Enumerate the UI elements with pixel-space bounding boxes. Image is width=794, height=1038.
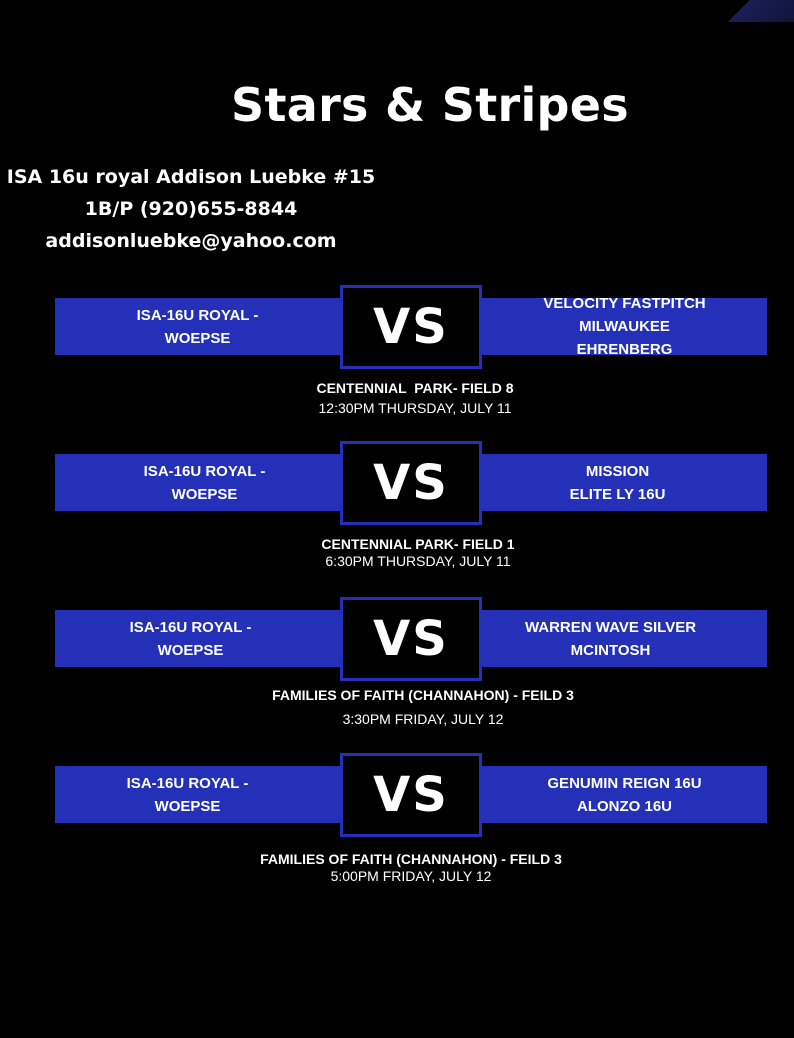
player-info — [0, 161, 382, 257]
game-time: 6:30PM THURSDAY, JULY 11 — [325, 553, 511, 569]
game-card — [0, 285, 794, 435]
home-team-line: WOEPSE — [164, 329, 231, 347]
game-time: 12:30PM THURSDAY, JULY 11 — [318, 400, 512, 416]
home-team — [48, 610, 333, 667]
home-team-line: WOEPSE — [154, 797, 221, 815]
away-team — [475, 454, 760, 511]
home-team — [45, 766, 330, 823]
home-team-line: ISA-16U ROYAL - — [143, 462, 266, 480]
home-team-line: WOEPSE — [171, 485, 238, 503]
player-position-phone: 1B/P (920)655-8844 — [84, 198, 298, 220]
away-team-line: GENUMIN REIGN 16U — [547, 774, 702, 792]
game-venue: FAMILIES OF FAITH (CHANNAHON) - FEILD 3 — [260, 851, 562, 867]
away-team-line: VELOCITY FASTPITCH — [543, 295, 706, 312]
game-venue: CENTENNIAL PARK- FIELD 1 — [321, 536, 515, 552]
away-team-line: MISSION — [585, 462, 650, 480]
game-time: 3:30PM FRIDAY, JULY 12 — [342, 711, 504, 727]
corner-accent-decoration — [684, 0, 794, 22]
home-team-line: ISA-16U ROYAL - — [126, 774, 249, 792]
away-team — [468, 610, 753, 667]
game-card — [0, 597, 794, 747]
vs-badge: VS — [340, 753, 482, 837]
home-team-line: WOEPSE — [157, 641, 224, 659]
vs-badge: VS — [340, 441, 482, 525]
home-team — [55, 298, 340, 355]
away-team-line: MILWAUKEE — [579, 318, 670, 335]
home-team-line: ISA-16U ROYAL - — [136, 306, 259, 324]
game-time: 5:00PM FRIDAY, JULY 12 — [330, 868, 492, 884]
page-title: Stars & Stripes — [231, 78, 629, 132]
vs-badge: VS — [340, 285, 482, 369]
game-card — [0, 441, 794, 591]
away-team — [482, 766, 767, 823]
away-team-line: ELITE LY 16U — [569, 485, 666, 503]
game-card — [0, 753, 794, 903]
vs-badge: VS — [340, 597, 482, 681]
game-venue: CENTENNIAL PARK- FIELD 8 — [316, 380, 514, 396]
game-venue: FAMILIES OF FAITH (CHANNAHON) - FEILD 3 — [272, 687, 574, 703]
home-team-line: ISA-16U ROYAL - — [129, 618, 252, 636]
away-team-line: WARREN WAVE SILVER — [524, 618, 697, 636]
player-email: addisonluebke@yahoo.com — [45, 230, 337, 252]
away-team-line: MCINTOSH — [570, 641, 651, 659]
away-team — [482, 294, 767, 359]
away-team-line: EHRENBERG — [576, 341, 673, 358]
away-team-line: ALONZO 16U — [576, 797, 672, 815]
player-name-line: ISA 16u royal Addison Luebke #15 — [6, 166, 376, 188]
home-team — [62, 454, 347, 511]
